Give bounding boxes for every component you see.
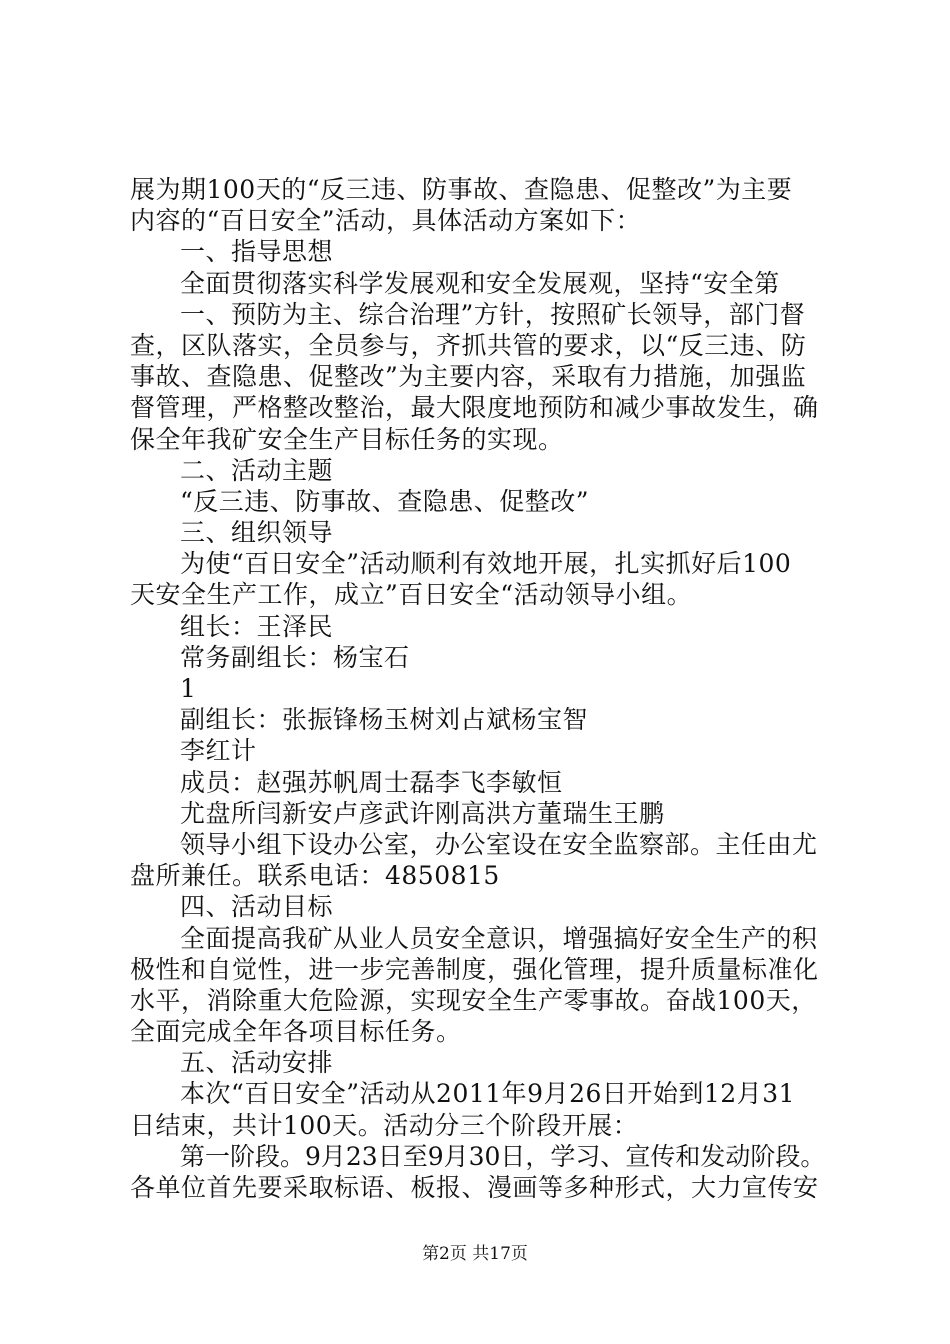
text-line: 展为期100天的“反三违、防事故、查隐患、促整改”为主要: [130, 175, 793, 204]
text-line: 领导小组下设办公室，办公室设在安全监察部。主任由尤: [180, 829, 818, 859]
text-line: 组长：王泽民: [180, 611, 334, 641]
text-line: 查，区队落实，全员参与，齐抓共管的要求，以“反三违、防: [130, 330, 807, 360]
text-line: 水平，消除重大危险源，实现安全生产零事故。奋战100天，: [130, 985, 817, 1015]
text-line: 全面贯彻落实科学发展观和安全发展观，坚持“安全第: [180, 268, 780, 298]
text-line: 成员：赵强苏帆周士磊李飞李敏恒: [180, 767, 563, 797]
text-line: 副组长：张振锋杨玉树刘占斌杨宝智: [180, 705, 589, 735]
text-line: 为使“百日安全”活动顺利有效地开展，扎实抓好后100: [180, 549, 792, 579]
text-line: 各单位首先要采取标语、板报、漫画等多种形式，大力宣传安: [130, 1173, 819, 1202]
text-line: 内容的“百日安全”活动，具体活动方案如下：: [130, 206, 642, 236]
document-body: [130, 174, 830, 1203]
text-line: 事故、查隐患、促整改”为主要内容，采取有力措施，加强监: [130, 362, 807, 392]
text-line: 尤盘所闫新安卢彦武许刚高洪方董瑞生王鹏: [180, 798, 665, 828]
text-line: “反三违、防事故、查隐患、促整改”: [180, 486, 590, 516]
page-footer: 第2页 共17页: [422, 1244, 528, 1264]
text-line: 常务副组长：杨宝石: [180, 642, 410, 672]
section-heading: 三、组织领导: [180, 518, 334, 548]
text-line: 督管理，严格整改整治，最大限度地预防和减少事故发生，确: [130, 393, 819, 423]
text-line: 全面提高我矿从业人员安全意识，增强搞好安全生产的积: [180, 923, 818, 953]
inline-page-number: 1: [180, 674, 197, 703]
text-line: 第一阶段。9月23日至9月30日，学习、宣传和发动阶段。: [180, 1141, 826, 1171]
text-line: 一、预防为主、综合治理”方针，按照矿长领导，部门督: [180, 299, 806, 329]
text-line: 本次“百日安全”活动从2011年9月26日开始到12月31: [180, 1079, 796, 1109]
section-heading: 一、指导思想: [180, 237, 334, 267]
section-heading: 四、活动目标: [180, 892, 334, 922]
text-line: 保全年我矿安全生产目标任务的实现。: [130, 424, 564, 454]
section-heading: 二、活动主题: [180, 455, 334, 485]
text-line: 全面完成全年各项目标任务。: [130, 1017, 462, 1047]
text-line: 极性和自觉性，进一步完善制度，强化管理，提升质量标准化: [130, 954, 819, 984]
text-line: 日结束，共计100天。活动分三个阶段开展：: [130, 1110, 639, 1140]
text-line: 盘所兼任。联系电话：4850815: [130, 861, 500, 891]
text-line: 天安全生产工作，成立”百日安全“活动领导小组。: [130, 580, 693, 610]
section-heading: 五、活动安排: [180, 1048, 334, 1078]
text-line: 李红计: [180, 736, 257, 766]
